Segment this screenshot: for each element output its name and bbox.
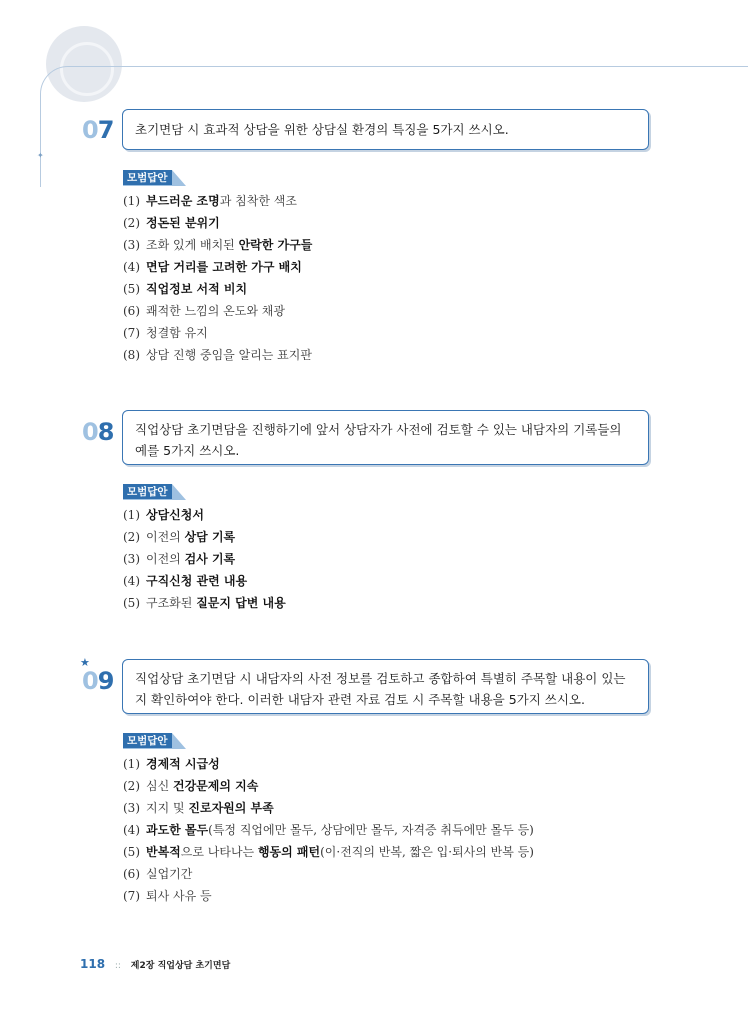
answer-keyword: 안락한 가구들	[238, 238, 313, 252]
answer-keyword: 정돈된 분위기	[146, 216, 220, 230]
answer-number: (4)	[123, 823, 140, 837]
answer-text: 실업기간	[146, 867, 193, 881]
model-answer-badge: 모범답안	[123, 484, 186, 500]
footer-separator: ::	[114, 961, 121, 971]
answer-text: 과 침착한 색조	[219, 194, 297, 208]
answer-item	[123, 570, 286, 592]
chapter-title: 제2장 직업상담 초기면담	[130, 961, 231, 971]
answer-number: (7)	[123, 326, 140, 340]
answer-item	[123, 256, 312, 278]
answer-keyword: 구직신청 관련 내용	[146, 574, 248, 588]
question-number: 07	[82, 116, 114, 144]
answer-text: 이전의	[146, 530, 185, 544]
answer-keyword: 건강문제의 지속	[173, 779, 259, 793]
answer-keyword: 부드러운 조명	[146, 194, 220, 208]
answer-number: (4)	[123, 574, 140, 588]
answer-number: (2)	[123, 779, 140, 793]
star-icon: ★	[80, 656, 90, 669]
answer-text: 지지 및	[146, 801, 189, 815]
answer-item	[123, 504, 286, 526]
answer-item	[123, 548, 286, 570]
answer-text: (이·전직의 반복, 짧은 입·퇴사의 반복 등)	[320, 845, 534, 859]
answer-number: (3)	[123, 238, 140, 252]
answer-text: 이전의	[146, 552, 185, 566]
answer-number: (3)	[123, 552, 140, 566]
answer-number: (4)	[123, 260, 140, 274]
answer-item	[123, 863, 534, 885]
answer-item	[123, 234, 312, 256]
answer-text: 심신	[146, 779, 173, 793]
answer-item	[123, 841, 534, 863]
answer-text: 청결함 유지	[146, 326, 208, 340]
question-box: 초기면담 시 효과적 상담을 위한 상담실 환경의 특징을 5가지 쓰시오.	[122, 109, 649, 150]
answer-text: 조화 있게 배치된	[146, 238, 239, 252]
answer-keyword: 상담 기록	[184, 530, 236, 544]
answer-keyword: 질문지 답변 내용	[196, 596, 286, 610]
answer-list	[123, 504, 286, 614]
answer-number: (8)	[123, 348, 140, 362]
page-footer	[80, 957, 230, 971]
answer-keyword: 진로자원의 부족	[188, 801, 274, 815]
question-number: 09	[82, 667, 114, 695]
answer-list	[123, 753, 534, 907]
answer-keyword: 행동의 패턴	[257, 845, 321, 859]
answer-number: (5)	[123, 596, 140, 610]
answer-text: 퇴사 사유 등	[146, 889, 212, 903]
question-box: 직업상담 초기면담을 진행하기에 앞서 상담자가 사전에 검토할 수 있는 내담자의 기록들의 예를 5가지 쓰시오.	[122, 410, 649, 465]
answer-number: (6)	[123, 867, 140, 881]
answer-item	[123, 819, 534, 841]
answer-keyword: 경제적 시급성	[146, 757, 220, 771]
answer-keyword: 과도한 몰두	[146, 823, 209, 837]
question-box: 직업상담 초기면담 시 내담자의 사전 정보를 검토하고 종합하여 특별히 주목할 내용이 있는지 확인하여야 한다. 이러한 내담자 관련 자료 검토 시 주목할 내용을 5가지 쓰시오.	[122, 659, 649, 714]
answer-item	[123, 797, 534, 819]
answer-item	[123, 753, 534, 775]
answer-item	[123, 885, 534, 907]
model-answer-badge: 모범답안	[123, 733, 186, 749]
answer-number: (1)	[123, 194, 140, 208]
answer-number: (5)	[123, 282, 140, 296]
answer-list	[123, 190, 312, 366]
answer-keyword: 검사 기록	[184, 552, 236, 566]
answer-item	[123, 775, 534, 797]
answer-text: (특정 직업에만 몰두, 상담에만 몰두, 자격증 취득에만 몰두 등)	[208, 823, 534, 837]
answer-number: (2)	[123, 216, 140, 230]
answer-keyword: 면담 거리를 고려한 가구 배치	[146, 260, 302, 274]
page-number: 118	[80, 957, 106, 971]
model-answer-badge: 모범답안	[123, 170, 186, 186]
answer-item	[123, 526, 286, 548]
answer-item	[123, 344, 312, 366]
answer-text: 쾌적한 느낌의 온도와 채광	[146, 304, 285, 318]
question-number: 08	[82, 418, 114, 446]
answer-number: (1)	[123, 508, 140, 522]
answer-number: (2)	[123, 530, 140, 544]
answer-keyword: 직업정보 서적 비치	[146, 282, 248, 296]
answer-text: 으로 나타나는	[180, 845, 258, 859]
answer-item	[123, 212, 312, 234]
answer-text: 구조화된	[146, 596, 197, 610]
answer-keyword: 반복적	[146, 845, 181, 859]
frame-marker: ✦	[37, 151, 44, 160]
answer-item	[123, 300, 312, 322]
answer-number: (5)	[123, 845, 140, 859]
answer-number: (7)	[123, 889, 140, 903]
answer-number: (3)	[123, 801, 140, 815]
answer-item	[123, 190, 312, 212]
answer-number: (6)	[123, 304, 140, 318]
answer-keyword: 상담신청서	[146, 508, 204, 522]
answer-item	[123, 322, 312, 344]
answer-item	[123, 592, 286, 614]
answer-item	[123, 278, 312, 300]
answer-text: 상담 진행 중임을 알리는 표지판	[146, 348, 312, 362]
answer-number: (1)	[123, 757, 140, 771]
